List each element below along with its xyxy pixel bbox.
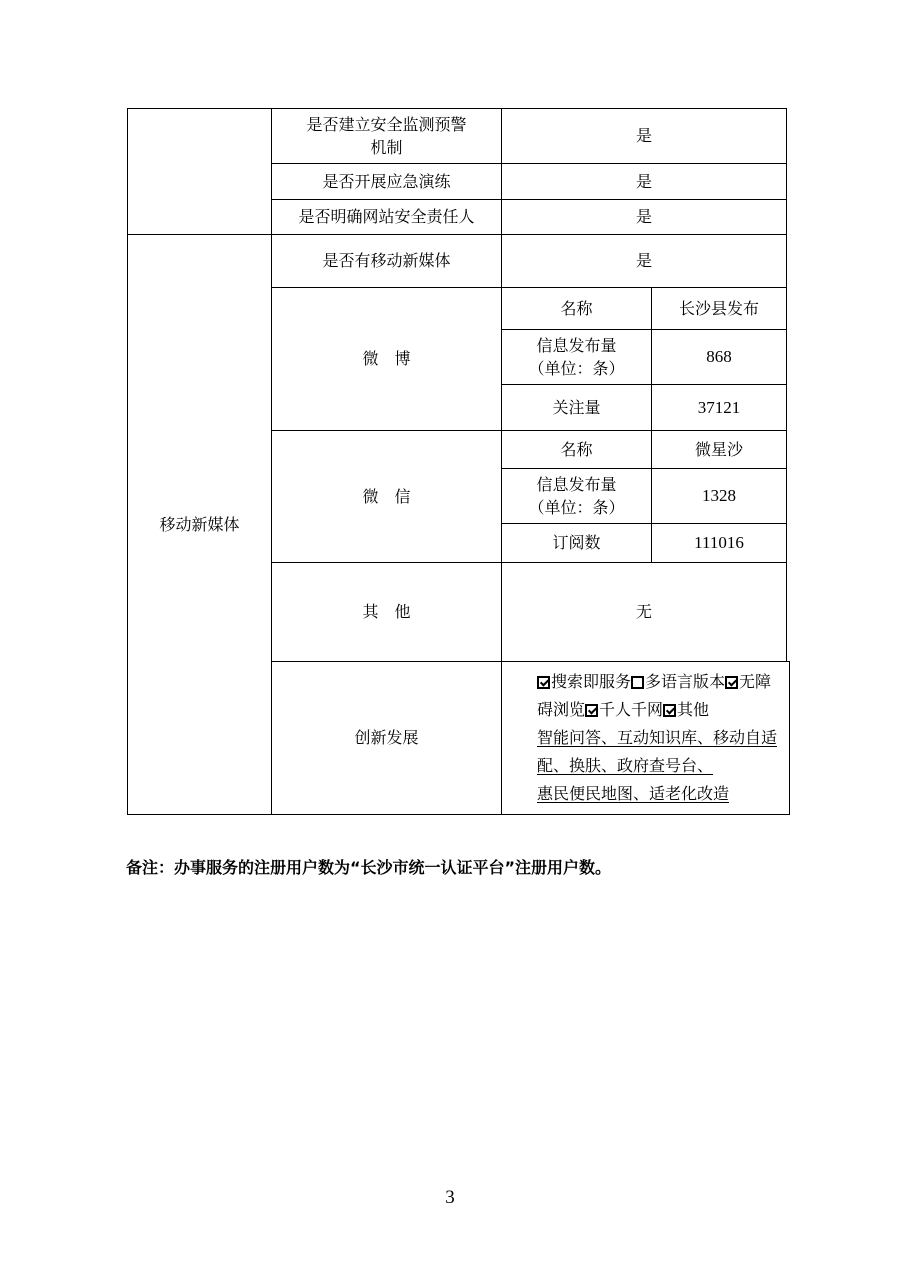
option-accessibility: 无障碍浏览 [537,672,772,719]
option-multilingual: 多语言版本 [631,672,725,691]
security-owner-label: 是否明确网站安全责任人 [272,200,502,235]
wechat-subs-label: 订阅数 [502,524,652,563]
checkbox-checked-icon [725,676,738,689]
wechat-label: 微 信 [272,431,502,563]
checkbox-checked-icon [663,704,676,717]
innovation-other-line2: 惠民便民地图、适老化改造 [537,784,730,803]
weibo-name-value: 长沙县发布 [652,288,787,330]
weibo-posts-label: 信息发布量 （单位：条） [502,330,652,385]
page-number: 3 [445,1187,455,1208]
innovation-options [537,668,781,808]
option-other: 其他 [663,700,709,719]
has-mobile-media-value: 是 [502,235,787,288]
innovation-options-cell [502,662,790,815]
wechat-name-label: 名称 [502,431,652,469]
weibo-followers-value: 37121 [652,385,787,431]
emergency-drill-value: 是 [502,164,787,200]
weibo-posts-value: 868 [652,330,787,385]
security-owner-value: 是 [502,200,787,235]
footnote: 备注：办事服务的注册用户数为“长沙市统一认证平台”注册用户数。 [126,858,612,877]
weibo-name-label: 名称 [502,288,652,330]
other-media-value: 无 [502,563,787,662]
emergency-drill-label: 是否开展应急演练 [272,164,502,200]
data-table [127,108,790,815]
checkbox-checked-icon [537,676,550,689]
security-category-cell [128,109,272,235]
has-mobile-media-label: 是否有移动新媒体 [272,235,502,288]
wechat-posts-value: 1328 [652,469,787,524]
innovation-category: 创新发展 [272,662,502,815]
security-monitoring-value: 是 [502,109,787,164]
checkbox-checked-icon [585,704,598,717]
option-search-service: 搜索即服务 [537,672,631,691]
wechat-name-value: 微星沙 [652,431,787,469]
other-media-label: 其 他 [272,563,502,662]
innovation-other-line1: 智能问答、互动知识库、移动自适配、换肤、政府查号台、 [537,728,778,775]
weibo-label: 微 博 [272,288,502,431]
weibo-followers-label: 关注量 [502,385,652,431]
option-personalized: 千人千网 [585,700,663,719]
mobile-media-category: 移动新媒体 [128,235,272,815]
wechat-posts-label: 信息发布量 （单位：条） [502,469,652,524]
security-monitoring-label: 是否建立安全监测预警 机制 [272,109,502,164]
checkbox-unchecked-icon [631,676,644,689]
wechat-subs-value: 111016 [652,524,787,563]
